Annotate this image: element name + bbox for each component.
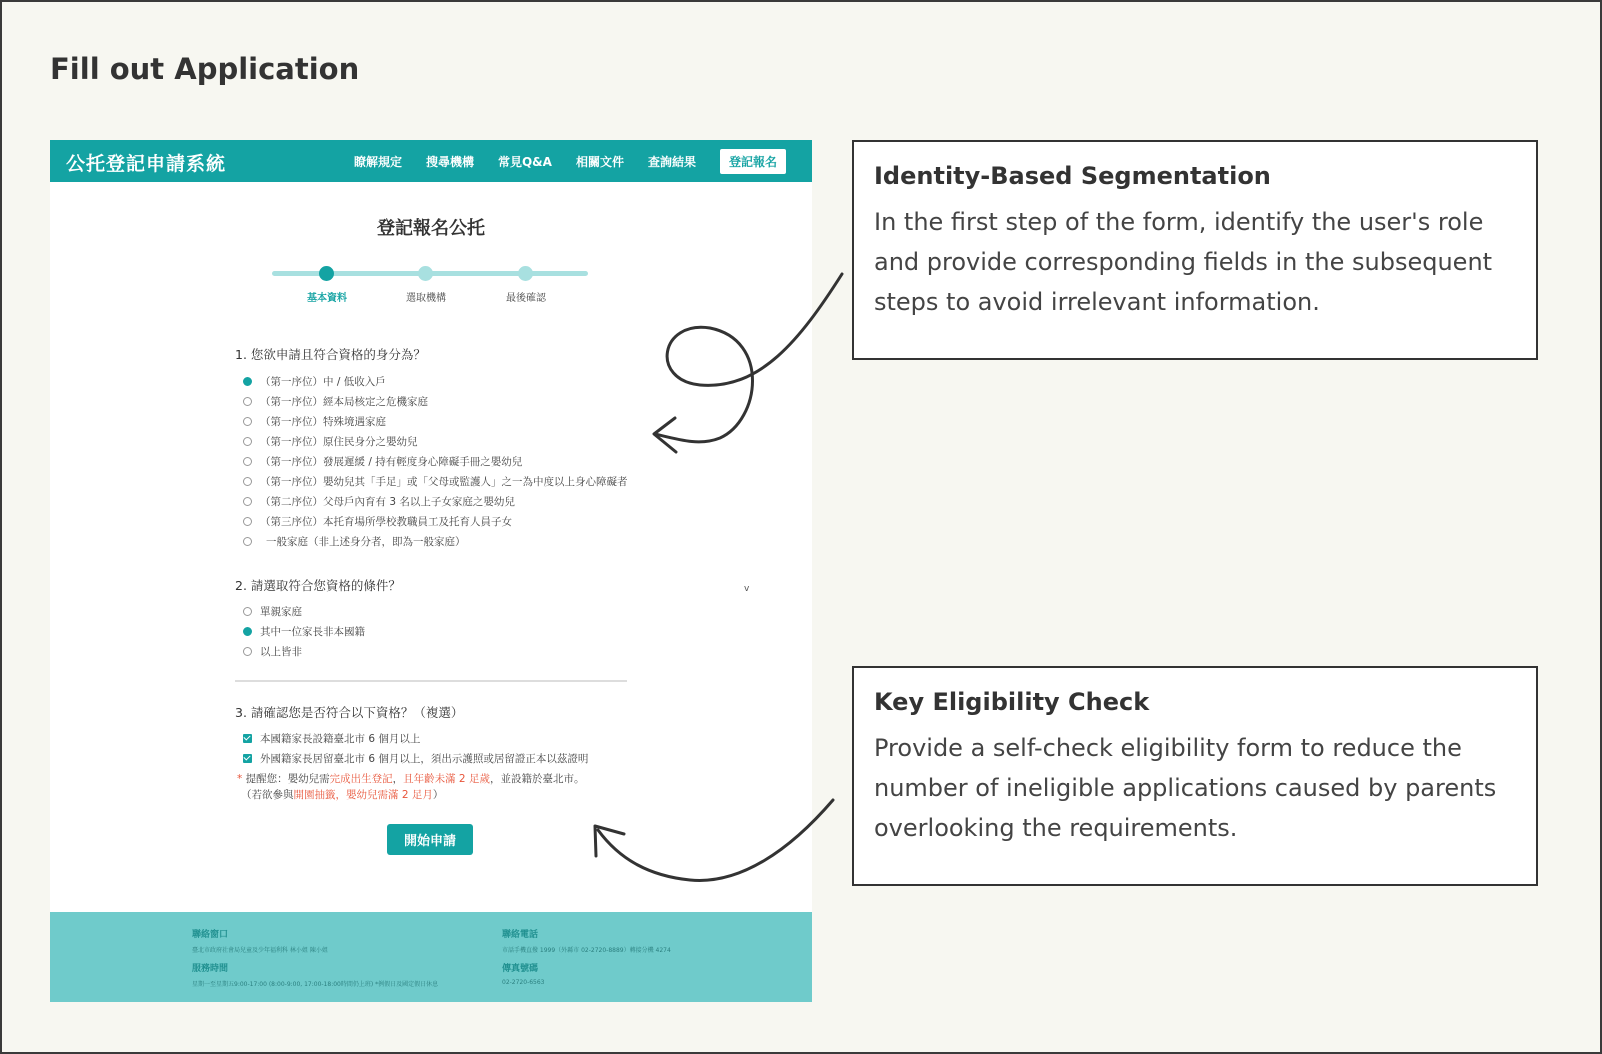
q1-option[interactable]: （第一序位）中 / 低收入戶	[243, 373, 386, 389]
q1-option[interactable]: 一般家庭（非上述身分者，即為一般家庭）	[243, 533, 466, 549]
footer-contact-heading: 聯絡窗口	[192, 930, 229, 940]
q1-option[interactable]: （第一序位）經本局核定之危機家庭	[243, 393, 428, 409]
start-application-button[interactable]: 開始申請	[387, 824, 473, 855]
q2-option[interactable]: 單親家庭	[243, 603, 302, 619]
q2-option[interactable]: 以上皆非	[243, 643, 302, 659]
footer-contact-text: 臺北市政府社會局兒童及少年福利科 林小姐 陳小姐	[192, 947, 328, 954]
app-header	[50, 140, 812, 182]
step-label-3: 最後確認	[506, 293, 546, 304]
lottery-note: （若欲參與開園抽籤，嬰幼兒需滿 2 足月）	[241, 789, 444, 801]
callout-title: Key Eligibility Check	[874, 688, 1150, 716]
brand-title[interactable]: 公托登記申請系統	[66, 153, 227, 175]
top-nav	[330, 140, 786, 182]
page-title: Fill out Application	[50, 52, 360, 86]
q3-option[interactable]: 外國籍家長居留臺北市 6 個月以上，須出示護照或居留證正本以茲證明	[243, 750, 588, 766]
radio-icon[interactable]	[243, 517, 252, 526]
radio-icon[interactable]	[243, 457, 252, 466]
radio-icon[interactable]	[243, 537, 252, 546]
step-dot-3	[518, 266, 533, 281]
eligibility-reminder: * 提醒您：嬰幼兒需完成出生登記，且年齡未滿 2 足歲，並設籍於臺北市。	[237, 773, 585, 785]
question-3: 3. 請確認您是否符合以下資格？（複選）	[235, 705, 464, 720]
radio-icon[interactable]	[243, 437, 252, 446]
radio-icon[interactable]	[243, 497, 252, 506]
step-dot-2	[418, 266, 433, 281]
callout-eligibility-check	[852, 666, 1538, 886]
q1-option[interactable]: （第二序位）父母戶內育有 3 名以上子女家庭之嬰幼兒	[243, 493, 515, 509]
q2-option[interactable]: 其中一位家長非本國籍	[243, 623, 365, 639]
nav-faq[interactable]: 常見Q&A	[497, 154, 552, 169]
question-1: 1. 您欲申請且符合資格的身分為？	[235, 347, 426, 362]
nav-results[interactable]: 查詢結果	[647, 154, 696, 169]
footer-fax-text: 02-2720-6563	[502, 979, 545, 986]
radio-checked-icon[interactable]	[243, 377, 252, 386]
radio-icon[interactable]	[243, 607, 252, 616]
step-dot-1	[319, 266, 334, 281]
q3-option[interactable]: 本國籍家長設籍臺北市 6 個月以上	[243, 730, 420, 746]
checkbox-checked-icon[interactable]	[243, 734, 252, 743]
form-title: 登記報名公托	[377, 218, 485, 239]
section-divider	[235, 680, 627, 682]
radio-icon[interactable]	[243, 417, 252, 426]
footer-hours-text: 星期一至星期五9:00-17:00 (8:00-9:00, 17:00-18:00時間仍上班) *例假日及國定假日休息	[192, 981, 439, 988]
callout-body: Provide a self-check eligibility form to reduce the number of ineligible applications caused by parents overlooking the requirements.	[874, 734, 1497, 842]
app-screenshot	[50, 140, 812, 1002]
footer-hours-heading: 服務時間	[192, 964, 229, 974]
nav-search[interactable]: 搜尋機構	[425, 154, 474, 169]
checkbox-checked-icon[interactable]	[243, 754, 252, 763]
chevron-down-icon[interactable]: v	[744, 584, 750, 594]
question-2: 2. 請選取符合您資格的條件？	[235, 578, 401, 593]
q1-option[interactable]: （第一序位）嬰幼兒其「手足」或「父母或監護人」之一為中度以上身心障礙者	[243, 473, 628, 489]
nav-rules[interactable]: 瞭解規定	[353, 154, 402, 169]
progress-stepper	[272, 264, 588, 304]
register-button[interactable]: 登記報名	[720, 149, 786, 174]
footer-fax-heading: 傳真號碼	[502, 964, 539, 974]
radio-icon[interactable]	[243, 477, 252, 486]
q1-option[interactable]: （第一序位）原住民身分之嬰幼兒	[243, 433, 418, 449]
nav-docs[interactable]: 相關文件	[575, 154, 624, 169]
q1-option[interactable]: （第一序位）發展遲緩 / 持有輕度身心障礙手冊之嬰幼兒	[243, 453, 522, 469]
radio-icon[interactable]	[243, 647, 252, 656]
footer-phone-text: 市話手機直撥 1999（外縣市 02-2720-8889）轉接分機 4274	[502, 947, 671, 954]
app-footer	[50, 912, 812, 1002]
step-label-2: 選取機構	[406, 293, 446, 304]
footer-phone-heading: 聯絡電話	[502, 930, 539, 940]
q1-option[interactable]: （第一序位）特殊境遇家庭	[243, 413, 386, 429]
callout-identity-segmentation	[852, 140, 1538, 360]
q1-option[interactable]: （第三序位）本托育場所學校教職員工及托育人員子女	[243, 513, 512, 529]
callout-body: In the first step of the form, identify the user's role and provide corresponding fields in the subsequent steps to avoid irrelevant information.	[874, 208, 1493, 316]
step-label-1: 基本資料	[307, 293, 347, 304]
radio-checked-icon[interactable]	[243, 627, 252, 636]
callout-title: Identity-Based Segmentation	[874, 162, 1271, 190]
radio-icon[interactable]	[243, 397, 252, 406]
